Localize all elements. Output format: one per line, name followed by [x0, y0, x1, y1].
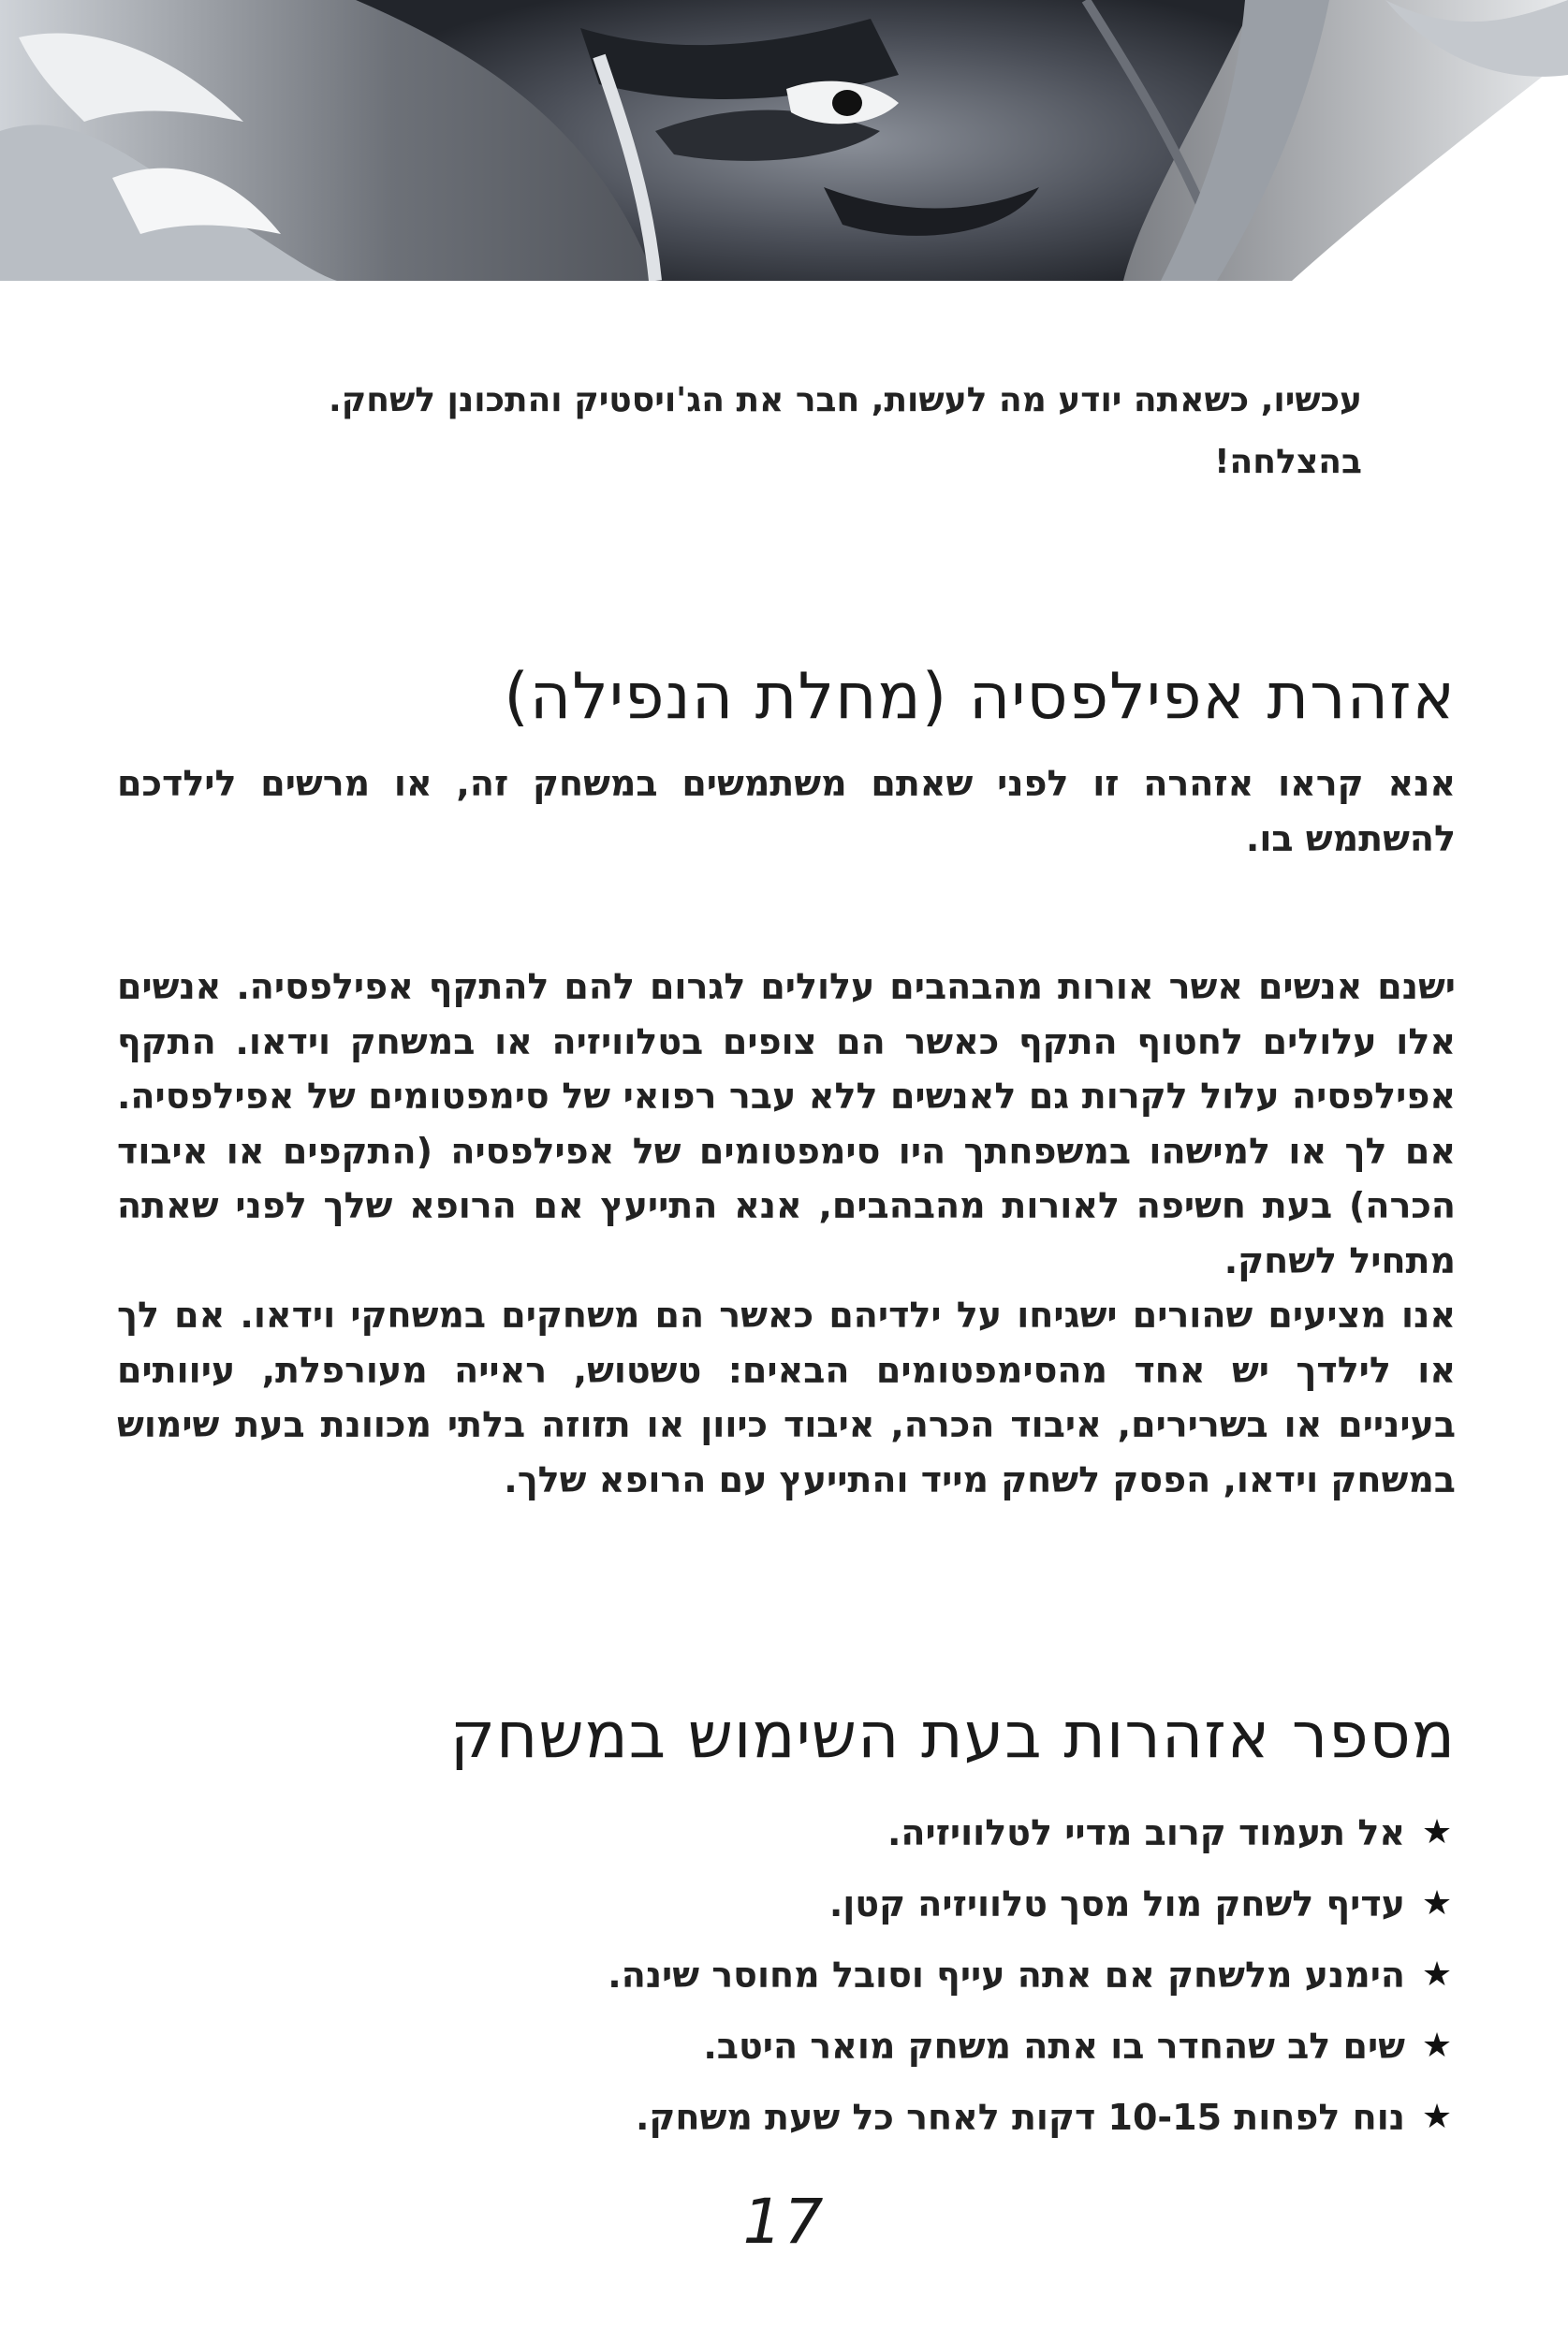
star-icon: ★ [1421, 1955, 1453, 1994]
stylized-character-illustration [0, 0, 1568, 281]
list-item [608, 2011, 1456, 2082]
list-item-text: עדיף לשחק מול מסך טלוויזיה קטן. [828, 1883, 1405, 1925]
star-icon: ★ [1421, 2098, 1453, 2136]
star-icon: ★ [1421, 2027, 1453, 2065]
page-number: 17 [742, 2186, 826, 2258]
intro-line: עכשיו, כשאתה יודע מה לעשות, חבר את הג'ויסטיק והתכונן לשחק. [329, 381, 1362, 419]
list-item-text: נוח לפחות 10-15 דקות לאחר כל שעת משחק. [635, 2097, 1405, 2138]
epilepsy-intro-text: אנא קראו אזהרה זו לפני שאתם משתמשים במשחק זה, או מרשים לילדכם להשתמש בו. [117, 763, 1456, 859]
usage-warnings-list [608, 1797, 1456, 2153]
epilepsy-intro [117, 756, 1456, 866]
list-item [608, 1939, 1456, 2011]
usage-warnings-title: מספר אזהרות בעת השימוש במשחק [449, 1699, 1456, 1773]
star-icon: ★ [1421, 1884, 1453, 1923]
banner-illustration [0, 0, 1568, 281]
list-item-text: אל תעמוד קרוב מדיי לטלוויזיה. [887, 1812, 1405, 1853]
list-item [608, 2082, 1456, 2153]
list-item-text: שים לב שהחדר בו אתה משחק מואר היטב. [703, 2026, 1405, 2067]
list-item-text: הימנע מלשחק אם אתה עייף וסובל מחוסר שינה. [608, 1954, 1405, 1996]
epilepsy-body [117, 959, 1456, 1507]
intro-line: בהצלחה! [1214, 443, 1362, 481]
epilepsy-paragraph-1: ישנם אנשים אשר אורות מהבהבים עלולים לגרום להם להתקף אפילפסיה. אנשים אלו עלולים לחטוף התקף כאשר הם צופים בטלוויזיה או במשחק וידאו. התקף אפילפסיה עלול לקרות גם לאנשים ללא עבר רפואי של סימפטומים של אפילפסיה. אם לך או למישהו במשפחתך היו סימפטומים של אפילפסיה (התקפים או איבוד הכרה) בעת חשיפה לאורות מהבהבים, אנא התייעץ אם הרופא שלך לפני שאתה מתחיל לשחק. [117, 966, 1456, 1281]
star-icon: ★ [1421, 1813, 1453, 1852]
intro-text [271, 370, 1362, 493]
epilepsy-paragraph-2: אנו מציעים שהורים ישגיחו על ילדיהם כאשר הם משחקים במשחקי וידאו. אם לך או לילדך יש אחד מהסימפטומים הבאים: טשטוש, ראייה מעורפלת, עיוותים בעיניים או בשרירים, איבוד הכרה, איבוד כיוון או תזוזה בלתי מכוונת בעת שימוש במשחק וידאו, הפסק לשחק מייד והתייעץ עם הרופא שלך. [117, 1295, 1456, 1500]
list-item [608, 1868, 1456, 1939]
epilepsy-warning-title: אזהרת אפילפסיה (מחלת הנפילה) [504, 660, 1456, 734]
list-item [608, 1797, 1456, 1868]
